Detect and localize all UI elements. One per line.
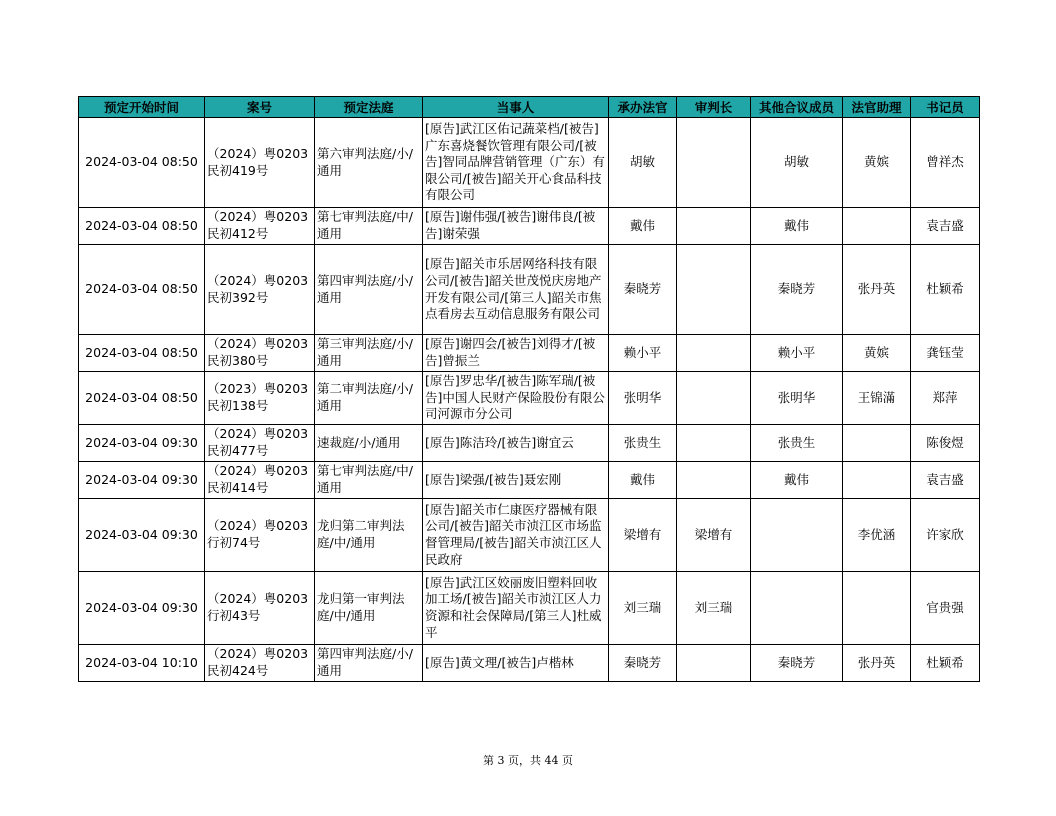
cell-scheduled-time: 2024-03-04 08:50 xyxy=(79,335,205,372)
table-row xyxy=(79,335,980,372)
cell-clerk: 许家欣 xyxy=(911,499,980,572)
table-row xyxy=(79,572,980,645)
cell-judge-assistant: 黄嫔 xyxy=(843,335,911,372)
cell-case-number: （2024）粤0203民初477号 xyxy=(205,425,315,462)
cell-scheduled-time: 2024-03-04 09:30 xyxy=(79,425,205,462)
table-header-row xyxy=(79,97,980,118)
column-header-courtroom: 预定法庭 xyxy=(315,97,423,118)
cell-presiding-judge: 秦晓芳 xyxy=(609,245,677,335)
cell-chief-judge xyxy=(677,425,751,462)
cell-other-panel-members: 秦晓芳 xyxy=(751,645,843,682)
cell-chief-judge xyxy=(677,462,751,499)
table-row xyxy=(79,245,980,335)
cell-chief-judge xyxy=(677,245,751,335)
cell-courtroom: 第七审判法庭/中/通用 xyxy=(315,462,423,499)
cell-other-panel-members: 秦晓芳 xyxy=(751,245,843,335)
cell-scheduled-time: 2024-03-04 08:50 xyxy=(79,208,205,245)
cell-clerk: 官贵强 xyxy=(911,572,980,645)
cell-parties: [原告]武江区姣丽废旧塑料回收加工场/[被告]韶关市浈江区人力资源和社会保障局/[第三人]杜威平 xyxy=(423,572,609,645)
cell-clerk: 郑萍 xyxy=(911,372,980,425)
table-row xyxy=(79,425,980,462)
cell-case-number: （2024）粤0203行初43号 xyxy=(205,572,315,645)
cell-scheduled-time: 2024-03-04 08:50 xyxy=(79,118,205,208)
column-header-parties: 当事人 xyxy=(423,97,609,118)
table-row xyxy=(79,372,980,425)
cell-clerk: 陈俊煜 xyxy=(911,425,980,462)
cell-parties: [原告]谢四会/[被告]刘得才/[被告]曾振兰 xyxy=(423,335,609,372)
cell-judge-assistant: 张丹英 xyxy=(843,245,911,335)
cell-parties: [原告]韶关市仁康医疗器械有限公司/[被告]韶关市浈江区市场监督管理局/[被告]韶关市浈江区人民政府 xyxy=(423,499,609,572)
table-row xyxy=(79,118,980,208)
cell-chief-judge xyxy=(677,645,751,682)
cell-judge-assistant: 张丹英 xyxy=(843,645,911,682)
cell-scheduled-time: 2024-03-04 09:30 xyxy=(79,572,205,645)
cell-presiding-judge: 刘三瑞 xyxy=(609,572,677,645)
cell-case-number: （2024）粤0203民初419号 xyxy=(205,118,315,208)
cell-case-number: （2024）粤0203民初414号 xyxy=(205,462,315,499)
cell-scheduled-time: 2024-03-04 09:30 xyxy=(79,499,205,572)
cell-chief-judge: 梁增有 xyxy=(677,499,751,572)
column-header-case-number: 案号 xyxy=(205,97,315,118)
cell-judge-assistant xyxy=(843,572,911,645)
cell-clerk: 曾祥杰 xyxy=(911,118,980,208)
cell-judge-assistant xyxy=(843,425,911,462)
cell-clerk: 杜颖希 xyxy=(911,245,980,335)
cell-case-number: （2023）粤0203民初138号 xyxy=(205,372,315,425)
cell-judge-assistant xyxy=(843,462,911,499)
cell-presiding-judge: 胡敏 xyxy=(609,118,677,208)
cell-presiding-judge: 秦晓芳 xyxy=(609,645,677,682)
column-header-presiding-judge: 承办法官 xyxy=(609,97,677,118)
column-header-clerk: 书记员 xyxy=(911,97,980,118)
column-header-chief-judge: 审判长 xyxy=(677,97,751,118)
cell-parties: [原告]梁强/[被告]聂宏刚 xyxy=(423,462,609,499)
cell-courtroom: 龙归第二审判法庭/中/通用 xyxy=(315,499,423,572)
cell-parties: [原告]陈洁玲/[被告]谢宜云 xyxy=(423,425,609,462)
cell-parties: [原告]韶关市乐居网络科技有限公司/[被告]韶关世茂悦庆房地产开发有限公司/[第三人]韶关市焦点看房去互动信息服务有限公司 xyxy=(423,245,609,335)
cell-other-panel-members xyxy=(751,499,843,572)
cell-case-number: （2024）粤0203行初74号 xyxy=(205,499,315,572)
cell-courtroom: 第七审判法庭/中/通用 xyxy=(315,208,423,245)
cell-other-panel-members: 胡敏 xyxy=(751,118,843,208)
cell-judge-assistant: 王锦滿 xyxy=(843,372,911,425)
cell-courtroom: 第四审判法庭/小/通用 xyxy=(315,645,423,682)
table-row xyxy=(79,499,980,572)
cell-chief-judge xyxy=(677,208,751,245)
cell-case-number: （2024）粤0203民初392号 xyxy=(205,245,315,335)
table-row xyxy=(79,645,980,682)
cell-judge-assistant: 李优涵 xyxy=(843,499,911,572)
column-header-other-panel-members: 其他合议成员 xyxy=(751,97,843,118)
cell-scheduled-time: 2024-03-04 10:10 xyxy=(79,645,205,682)
cell-chief-judge: 刘三瑞 xyxy=(677,572,751,645)
cell-scheduled-time: 2024-03-04 08:50 xyxy=(79,245,205,335)
cell-presiding-judge: 张贵生 xyxy=(609,425,677,462)
cell-other-panel-members xyxy=(751,572,843,645)
cell-clerk: 龚钰莹 xyxy=(911,335,980,372)
cell-other-panel-members: 张明华 xyxy=(751,372,843,425)
column-header-judge-assistant: 法官助理 xyxy=(843,97,911,118)
cell-presiding-judge: 戴伟 xyxy=(609,462,677,499)
cell-case-number: （2024）粤0203民初380号 xyxy=(205,335,315,372)
cell-courtroom: 龙归第一审判法庭/中/通用 xyxy=(315,572,423,645)
court-schedule-table xyxy=(78,96,980,682)
table-body xyxy=(79,118,980,682)
cell-presiding-judge: 赖小平 xyxy=(609,335,677,372)
cell-parties: [原告]黄文理/[被告]卢楷林 xyxy=(423,645,609,682)
cell-clerk: 袁吉盛 xyxy=(911,208,980,245)
cell-case-number: （2024）粤0203民初412号 xyxy=(205,208,315,245)
page-footer: 第 3 页，共 44 页 xyxy=(483,754,573,767)
cell-courtroom: 第四审判法庭/小/通用 xyxy=(315,245,423,335)
cell-scheduled-time: 2024-03-04 08:50 xyxy=(79,372,205,425)
table-row xyxy=(79,462,980,499)
cell-other-panel-members: 张贵生 xyxy=(751,425,843,462)
cell-scheduled-time: 2024-03-04 09:30 xyxy=(79,462,205,499)
cell-case-number: （2024）粤0203民初424号 xyxy=(205,645,315,682)
cell-courtroom: 第三审判法庭/小/通用 xyxy=(315,335,423,372)
cell-courtroom: 第六审判法庭/小/通用 xyxy=(315,118,423,208)
cell-other-panel-members: 戴伟 xyxy=(751,462,843,499)
cell-judge-assistant xyxy=(843,208,911,245)
cell-other-panel-members: 赖小平 xyxy=(751,335,843,372)
cell-parties: [原告]谢伟强/[被告]谢伟良/[被告]谢荣强 xyxy=(423,208,609,245)
cell-chief-judge xyxy=(677,118,751,208)
cell-other-panel-members: 戴伟 xyxy=(751,208,843,245)
cell-clerk: 杜颖希 xyxy=(911,645,980,682)
cell-presiding-judge: 梁增有 xyxy=(609,499,677,572)
cell-presiding-judge: 张明华 xyxy=(609,372,677,425)
table-row xyxy=(79,208,980,245)
cell-courtroom: 速裁庭/小/通用 xyxy=(315,425,423,462)
column-header-scheduled-time: 预定开始时间 xyxy=(79,97,205,118)
cell-chief-judge xyxy=(677,372,751,425)
cell-courtroom: 第二审判法庭/小/通用 xyxy=(315,372,423,425)
cell-chief-judge xyxy=(677,335,751,372)
cell-presiding-judge: 戴伟 xyxy=(609,208,677,245)
cell-parties: [原告]武江区佑记蔬菜档/[被告]广东喜烧餐饮管理有限公司/[被告]智同品牌营销管理（广东）有限公司/[被告]韶关开心食品科技有限公司 xyxy=(423,118,609,208)
cell-parties: [原告]罗忠华/[被告]陈军瑞/[被告]中国人民财产保险股份有限公司河源市分公司 xyxy=(423,372,609,425)
cell-judge-assistant: 黄嫔 xyxy=(843,118,911,208)
cell-clerk: 袁吉盛 xyxy=(911,462,980,499)
